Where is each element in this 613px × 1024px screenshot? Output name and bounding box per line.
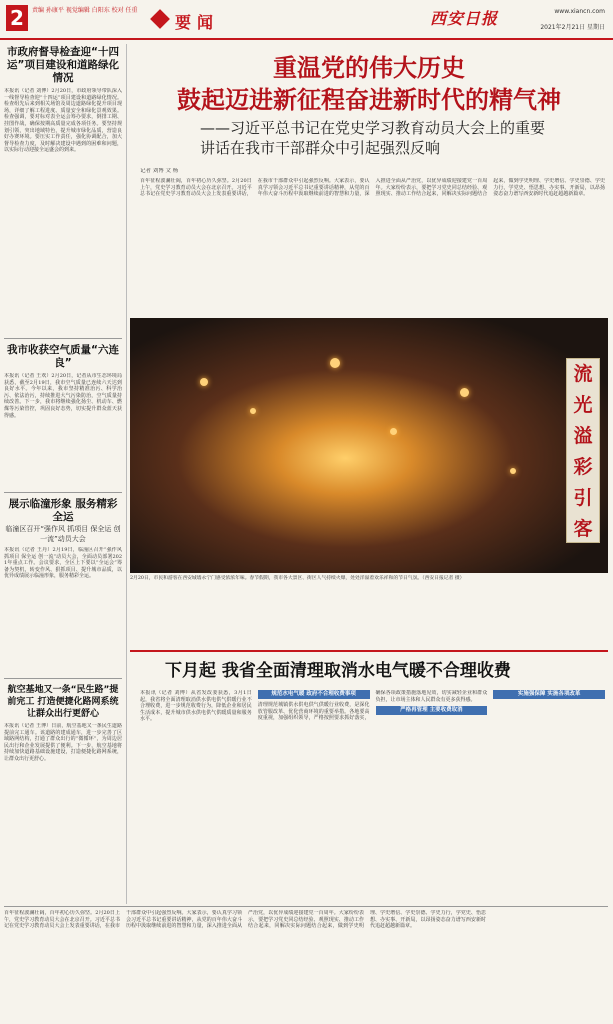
sign-char: 客 [573,518,593,540]
sign-char: 引 [573,487,593,509]
section-bar: 严格再管理 主要收费取消 [376,706,488,715]
article-body: 本报讯（记者 王博）日前，航空基地又一条民生道路提前完工通车。该道路的建成通车，进一步完善了区域路网结构，打通了群众出行的“微循环”，为周边居民出行和企业发展提供了便利。下一步，航空基地将持续加快道路基础设施建设，打造便捷化路网系统，让群众出行更舒心。 [4,723,122,762]
main-byline: 记者 刘博 文 杨 [140,168,179,174]
article-title: 市政府督导检查迎“十四运”项目建设和道路绿化情况 [7,46,119,84]
article-air-quality [4,344,122,493]
second-body: 本报讯（记者 刘博）从省发改委获悉，3月1日起，我省将全面清理取消供水供电供气供暖行业不合理收费，进一步规范收费行为，降低企业和居民生活成本，提升城市供水供电供气供暖质量和服务水平。 [140,690,252,723]
article-subtitle: 临潼区召开“强作风 抓项目 保全运 创一流”动员大会 [5,525,121,543]
section-title: 要闻 [175,10,219,33]
sign-char: 彩 [573,456,593,478]
section-bar: 规范水电气暖 政府不合理收费事项 [258,690,370,699]
sign-char: 溢 [573,425,593,447]
section-bar: 实施强保障 实施各项改革 [493,690,605,699]
photo-caption: 2月20日，市民和游客在西安城墙永宁门感受浓浓年味。春节假期，我市各大景区、街区人气持续火爆，处处洋溢着欢乐祥和的节日气氛。（西安日报记者 摄） [130,576,465,581]
newspaper-logo: 西安日报 [430,9,499,28]
main-headline [130,52,608,116]
article-supervision [4,46,122,338]
divider [4,338,122,339]
lantern [250,408,256,414]
sign-char: 流 [573,363,593,385]
subhead-line-2: 讲话在我市干部群众中引起强烈反响 [200,139,441,157]
editor-credit: 责编 孙康平 视觉编辑 白阳东 校对 任重 [32,7,138,14]
page-number: 2 [6,5,28,31]
issue-date: 2021年2月21日 星期日 [540,24,605,31]
article-title: 我市收获空气质量“六连良” [7,344,119,369]
lantern [460,388,469,397]
article-body: 本报讯（记者 王丹）2月19日，临潼区召开“强作风 抓项目 保全运 创一流”动员大会，全面动员部署2021年重点工作。会议要求，全区上下要以“全运会”筹备为契机，转变作风、狠抓项目、提升城市品质，以优异成绩展示临潼形象，服务精彩全运。 [4,547,122,580]
article-body: 本报讯（记者 王欢）2月20日，记者从市生态环境局获悉，截至2月19日，我市空气质量已连续六天达到良好水平。今年以来，我市坚持精准治污、科学治污、依法治污，持续推进大气污染防治，空气质量持续改善。下一步，我市将继续强化扬尘、机动车、燃煤等污染管控，巩固良好态势，切实提升群众蓝天获得感。 [4,373,122,419]
main-subheadline [200,118,605,158]
main-article-body: 百年征程波澜壮阔，百年初心历久弥坚。2月20日上午，党史学习教育动员大会在北京召开。习近平总书记在党史学习教育动员大会上发表重要讲话，在我市干部群众中引起强烈反响。大家表示，要认真学习领会习近平总书记重要讲话精神，从党的百年伟大奋斗历程中汲取继续前进的智慧和力量，深入推进全面从严治党，以优异成绩迎接建党一百周年。大家纷纷表示，要把学习党史同总结经验、观照现实、推动工作结合起来，同解决实际问题结合起来，做到学史明理、学史增信、学史崇德、学史力行，学党史、悟思想、办实事、开新局，以昂扬姿态奋力谱写西安新时代追赶超越新篇章。 [140,178,605,198]
article-aviation-road [4,684,122,873]
subhead-line-1: ——习近平总书记在党史学习教育动员大会上的重要 [200,119,546,137]
lantern [390,428,397,435]
bottom-continued-text: 百年征程波澜壮阔，百年初心历久弥坚。2月20日上午，党史学习教育动员大会在北京召开。习近平总书记在党史学习教育动员大会上发表重要讲话，在我市干部群众中引起强烈反响。大家表示，要认真学习领会习近平总书记重要讲话精神，从党的百年伟大奋斗历程中汲取继续前进的智慧和力量，深入推进全面从严治党，以优异成绩迎接建党一百周年。大家纷纷表示，要把学习党史同总结经验、观照现实、推动工作结合起来，同解决实际问题结合起来，做到学史明理、学史增信、学史崇德、学史力行，学党史、悟思想、办实事、开新局，以昂扬姿态奋力谱写西安新时代追赶超越新篇章。 [4,910,486,930]
festival-photo [130,318,608,573]
website-url: www.xiancn.com [554,8,605,15]
lantern [200,378,208,386]
page-header [0,0,613,40]
column-divider [126,44,127,904]
article-title: 航空基地又一条“民生路”提前完工 打造便捷化路网系统 让群众出行更舒心 [7,685,119,719]
vertical-sign [566,358,600,543]
second-body-2: 清理规范城镇供水供电供气供暖行业收费，是深化放管服改革、优化营商环境的重要举措。各地要高度重视，加强组织领导，严格按照要求抓好落实，确保各项政策措施落地见效，切实减轻企业和群众负担，让市场主体和人民群众有更多获得感。 [257,690,488,722]
divider [130,650,608,652]
divider [4,492,122,493]
headline-line-1: 重温党的伟大历史 [273,54,465,82]
lantern [510,468,516,474]
second-article [140,690,605,900]
article-title: 展示临潼形象 服务精彩全运 [8,498,118,523]
article-lintong [4,498,122,677]
divider [4,906,608,907]
divider [4,678,122,679]
article-body: 本报讯（记者 刘博）2月20日，市政府领导带队深入一线督导检查迎“十四运”项目建设和道路绿化情况。检查组先后来到相关场馆及周边道路绿化提升项目现场，详细了解工程进度、质量安全和绿化景观效果。检查强调，要对标对表全运会筹办要求，倒排工期、挂图作战，确保按期高质量完成各项任务。要坚持规划引领，突出地域特色，提升城市绿化品质，营造良好办赛环境。要压实工作责任，强化协调配合，加大督导检查力度，及时解决建设中遇到的困难和问题，以实际行动迎接全运盛会的到来。 [4,88,122,154]
headline-line-2: 鼓起迈进新征程奋进新时代的精气神 [177,86,561,114]
second-headline: 下月起 我省全面清理取消水电气暖不合理收费 [165,661,511,681]
sign-char: 光 [573,394,593,416]
lantern [330,358,340,368]
